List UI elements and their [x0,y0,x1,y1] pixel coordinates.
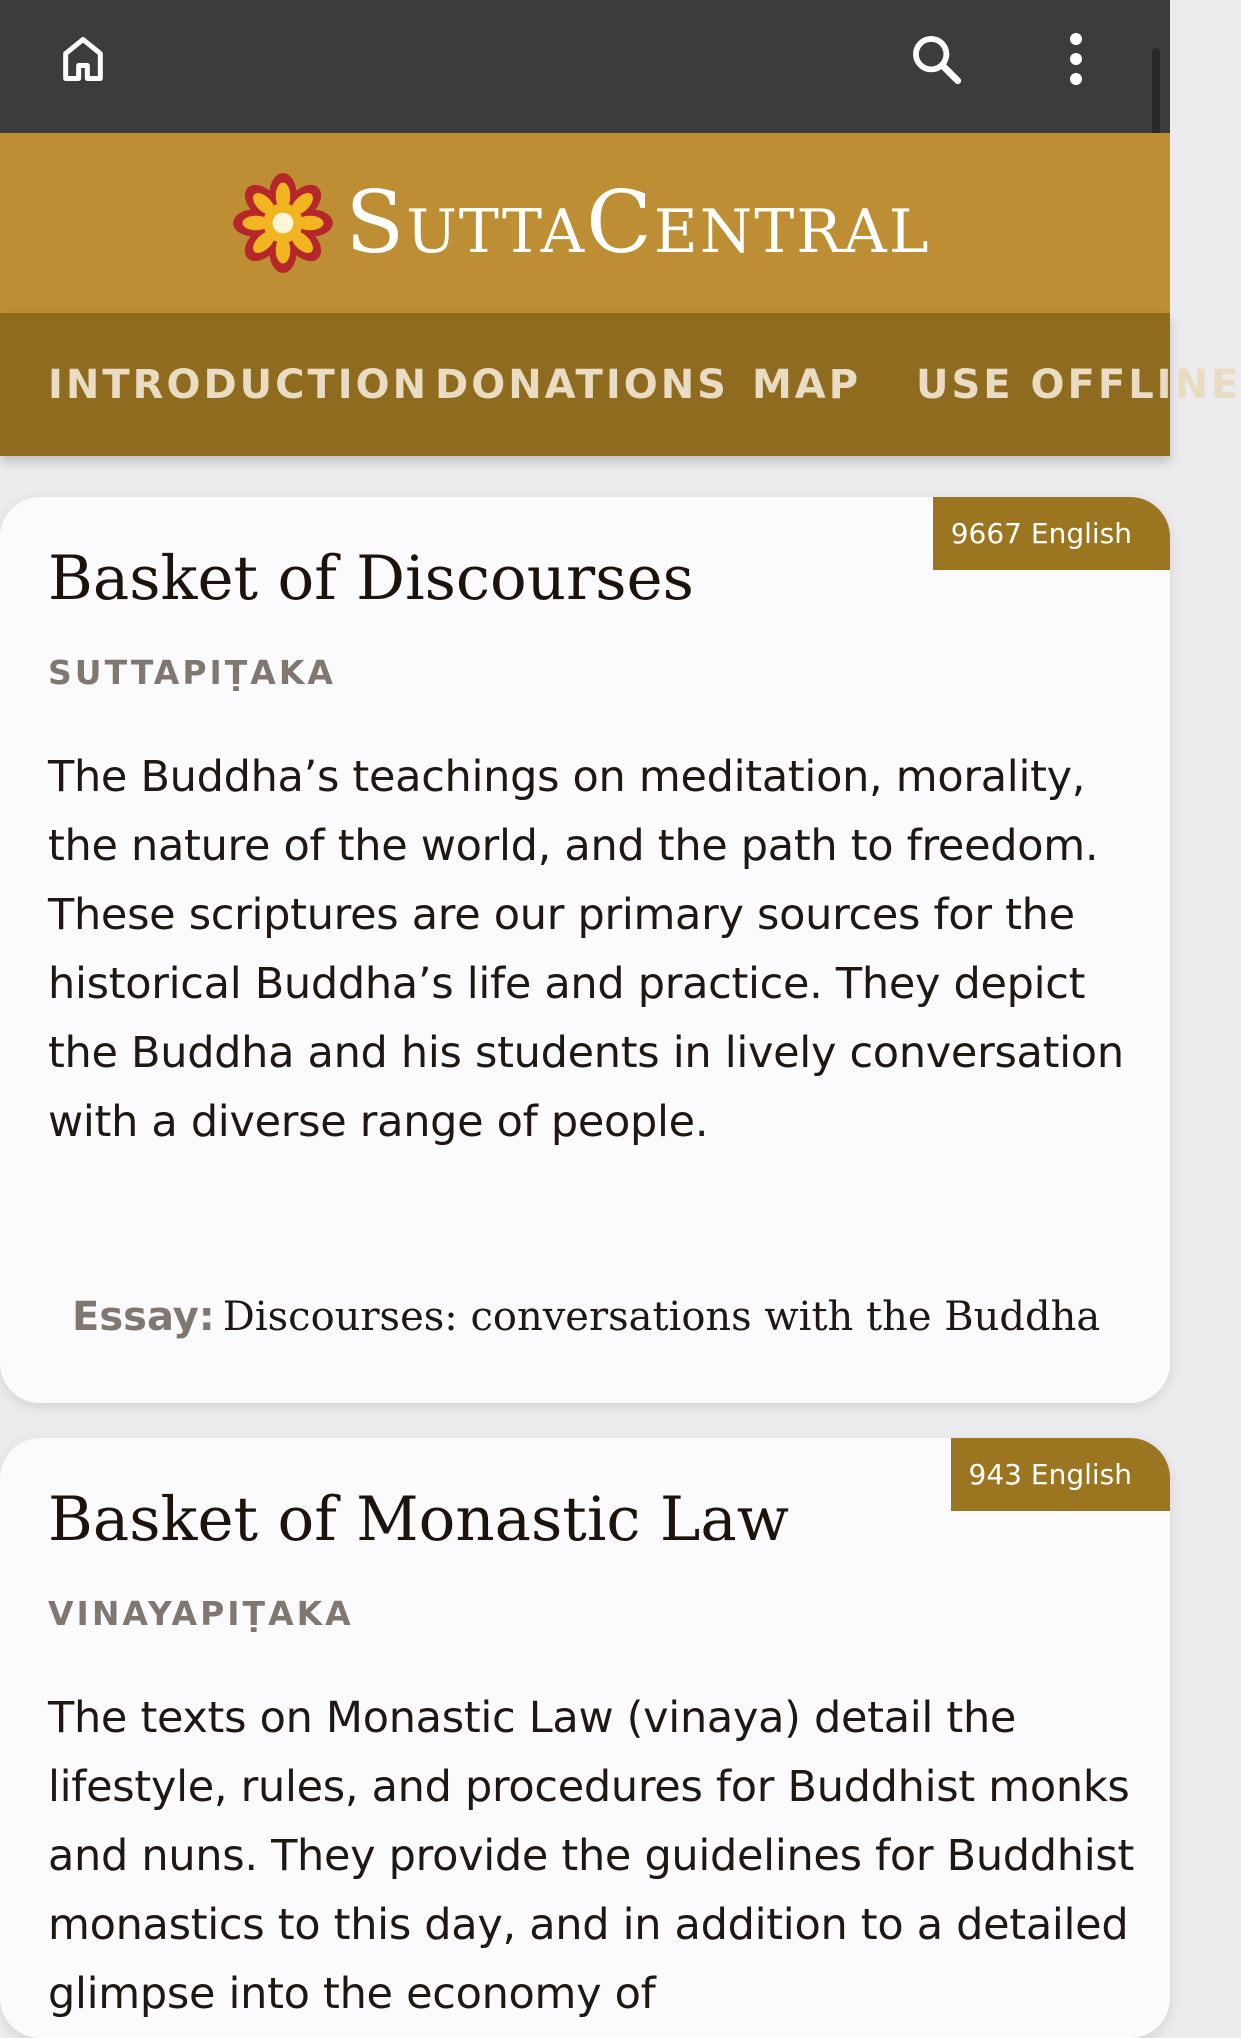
card-basket-of-monastic-law[interactable] [0,1438,1170,2038]
dharma-flower-icon [231,171,335,275]
brand-header [0,133,1170,313]
nav-item-map[interactable]: MAP [752,362,862,408]
home-button[interactable] [40,16,126,102]
card-description: The Buddha’s teachings on meditation, morality, the nature of the world, and the path to freedom. These scriptures are our primary sources for the historical Buddha’s life and practice. They depict the Buddha and his students in lively conversation with a diverse range of people. [48,752,1124,1147]
nav-item-donations[interactable]: DONATIONS [435,362,729,408]
nav-bar [0,313,1241,456]
nav-item-use-offline[interactable]: USE OFFLINE [916,362,1241,408]
nav-item-introduction[interactable]: INTRODUCTION [48,362,430,408]
site-logo-link[interactable] [231,171,930,275]
search-button[interactable] [893,16,979,102]
card-subtitle: SUTTAPIṬAKA [48,653,336,692]
essay-title: Discourses: conversations with the Buddha [222,1294,1101,1340]
site-title: SuttaCentral [345,173,931,273]
essay-label: Essay: [72,1294,215,1340]
card-title[interactable]: Basket of Monastic Law [48,1484,789,1555]
more-vertical-icon [1066,31,1086,87]
home-icon [57,33,109,85]
translation-count-badge: 943 English [951,1438,1170,1511]
top-app-bar [0,0,1170,133]
translation-count-badge: 9667 English [933,497,1170,570]
search-icon [907,30,965,88]
card-description: The texts on Monastic Law (vinaya) detail the lifestyle, rules, and procedures for Buddhist monks and nuns. They provide the guidelines for Buddhist monastics to this day, and in addition to a detailed glimpse into the economy of [48,1693,1135,2019]
card-subtitle: VINAYAPIṬAKA [48,1594,354,1633]
card-basket-of-discourses[interactable] [0,497,1170,1403]
more-options-button[interactable] [1033,16,1119,102]
essay-link[interactable] [72,1294,1101,1340]
card-title[interactable]: Basket of Discourses [48,543,694,614]
